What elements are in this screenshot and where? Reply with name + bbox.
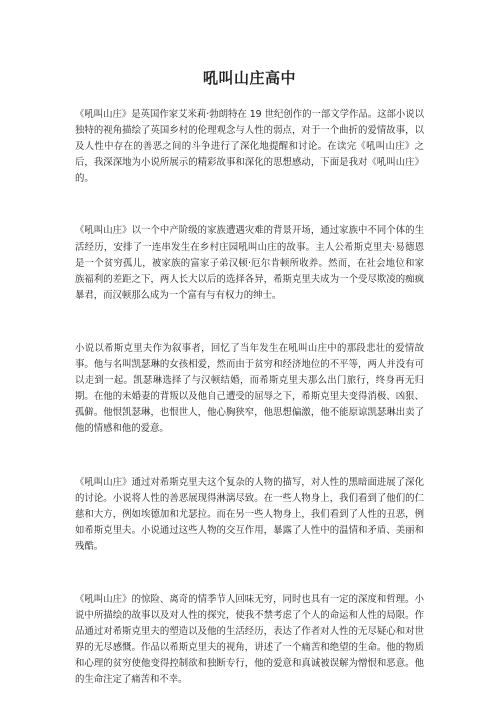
document-title: 吼叫山庄高中 bbox=[202, 69, 296, 87]
paragraph-love-story: 小说以希斯克里夫作为叙事者，回忆了当年发生在吼叫山庄中的那段悲壮的爱情故事。他与名叫凯瑟琳的女孩相爱，然而由于贫穷和经济地位的不平等，两人并没有可以走到一起。凯瑟琳选择了与汉顿结婚，而希斯克里夫那么出门旅行，终身再无归期。在他的未婚妻的背叛以及他自己遭受的屈辱之下，希斯克里夫变得消极、凶狠、孤僻。他恨凯瑟琳，也恨世人，他心胸狭窄，他思想偏激，他不能原谅凯瑟琳出卖了他的情感和他的爱意。 bbox=[75, 342, 424, 435]
paragraph-reflection: 《吼叫山庄》的惊险、离奇的情季节人回味无穷，同时也具有一定的深度和哲理。小说中所描绘的故事以及对人性的探究，使我不禁考虑了个人的命运和人性的局限。作品通过对希斯克里夫的塑造以及他的生活经历，表达了作者对人性的无尽疑心和对世界的无尽感慨。作品以希斯克里夫的视角，讲述了一个痛苦和绝望的生命。他的物质和心理的贫穷使他变得控制欲和独断专行，他的爱意和真诚被误解为憎恨和恶意。他的生命注定了痛苦和不幸。 bbox=[75, 593, 424, 686]
paragraph-background: 《吼叫山庄》以一个中产阶级的家族遭遇灾难的背景开场，通过家族中不同个体的生活经历，安排了一连串发生在乡村庄园吼叫山庄的故事。主人公希斯克里夫·易德恩是一个贫穷孤儿，被家族的富家子弟汉顿·厄尔肯顿所收养。然而，在社会地位和家族福利的差距之下，两人长大以后的选择各异，希斯克里夫成为一个受尽欺凌的痴疯暴君，而汉顿那么成为一个富有与有权力的绅士。 bbox=[75, 225, 424, 301]
paragraph-human-nature: 《吼叫山庄》通过对希斯克里夫这个复杂的人物的描写，对人性的黑暗面进展了深化的讨论。小说将人性的善恶展现得淋漓尽致。在一些人物身上，我们看到了他们的仁慈和大方，例如埃德加和尤瑟拉。而在另一些人物身上，我们看到了人性的丑恶，例如希斯克里夫。小说通过这些人物的交互作用，暴露了人性中的温情和矛盾、美丽和残酷。 bbox=[75, 476, 424, 552]
paragraph-introduction: 《吼叫山庄》是英国作家艾米莉·勃朗特在 19 世纪创作的一部文学作品。这部小说以独特的视角描绘了英国乡村的伦理观念与人性的弱点，对于一个曲折的爱情故事，以及人性中存在的善恶之间的斗争进行了深化地提醒和讨论。在读完《吼叫山庄》之后，我深深地为小说所展示的精彩故事和深化的思想感动，下面是我对《吼叫山庄》的。 bbox=[75, 109, 424, 185]
